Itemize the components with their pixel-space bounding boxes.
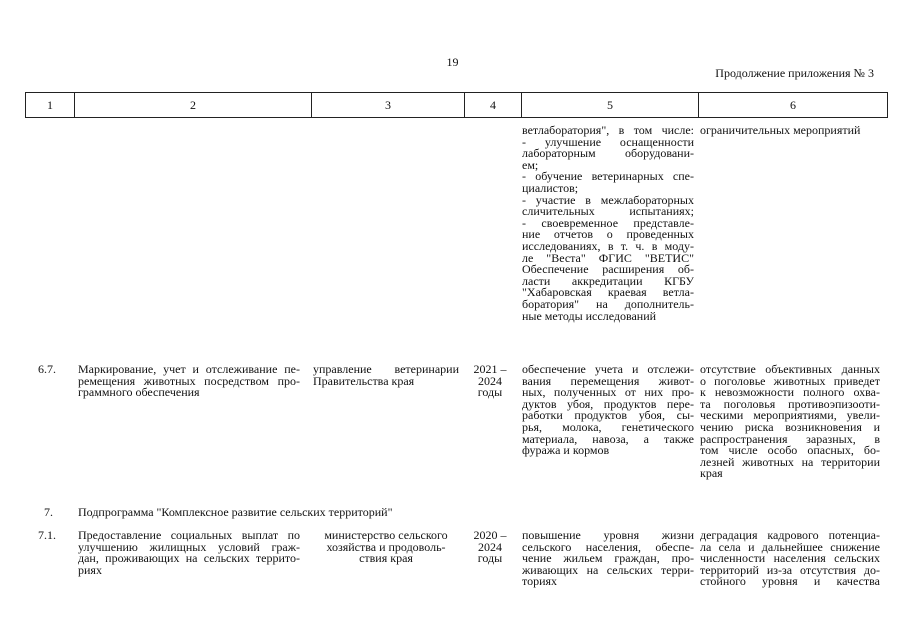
- row-7-subprogram-title: Подпрограмма "Комплексное развитие сельских территорий": [78, 505, 393, 519]
- row-6-7-result: [522, 364, 694, 457]
- text-line: ла села и дальнейшее снижение: [700, 539, 880, 554]
- text-line: сличительных испытаниях;: [522, 204, 694, 219]
- row-6-7-measure: [78, 364, 300, 399]
- text-line: 2021 –: [473, 362, 507, 376]
- row-7-1-period: [466, 530, 514, 565]
- text-line: ле "Веста" ФГИС "ВЕТИС": [522, 250, 694, 265]
- row-7-1-measure: [78, 530, 300, 576]
- text-line: Маркирование, учет и отслеживание пе-: [78, 362, 300, 376]
- text-line: - своевременное представле-: [522, 215, 694, 230]
- row-7-1-number: 7.1.: [38, 528, 56, 542]
- header-col-3: 3: [312, 93, 465, 118]
- text-line: та поголовья противоэпизооти-: [700, 396, 880, 411]
- text-line: - обучение ветеринарных спе-: [522, 169, 694, 184]
- text-line: живающих на сельских терри-: [522, 562, 694, 577]
- text-line: вания перемещения живот-: [522, 373, 694, 388]
- header-col-4: 4: [465, 93, 522, 118]
- text-line: Правительства края: [313, 373, 415, 388]
- text-line: "Хабаровская краевая ветла-: [522, 285, 694, 300]
- text-line: управление ветеринарии: [313, 362, 459, 376]
- text-line: - улучшение оснащенности: [522, 134, 694, 149]
- header-col-2: 2: [75, 93, 312, 118]
- text-line: ческими мероприятиями, увели-: [700, 408, 880, 423]
- text-line: ограничительных мероприятий: [700, 123, 861, 137]
- text-line: стойного уровня и качества: [700, 574, 880, 589]
- text-line: территорий из-за отсутствия до-: [700, 562, 880, 577]
- row-7-1-executor: [313, 530, 459, 565]
- row-7-number: 7.: [44, 505, 53, 519]
- row-6-7-period: [466, 364, 514, 399]
- text-line: обеспечение учета и отслежи-: [522, 362, 694, 376]
- text-line: распространения заразных, в: [700, 431, 880, 446]
- text-line: улучшению жилищных условий граж-: [78, 539, 300, 554]
- text-line: чению риска возникновения и: [700, 419, 880, 434]
- header-col-5: 5: [522, 93, 699, 118]
- text-line: граммного обеспечения: [78, 385, 200, 400]
- text-line: отсутствие объективных данных: [700, 362, 880, 376]
- text-line: исследованиях, в т. ч. в моду-: [522, 238, 694, 253]
- text-line: повышение уровня жизни: [522, 528, 694, 542]
- text-line: ласти аккредитации КГБУ: [522, 273, 694, 288]
- text-line: министерство сельского: [324, 528, 448, 542]
- text-line: дан, проживающих на сельских террито-: [78, 551, 300, 566]
- block1-col6: [700, 125, 880, 137]
- row-6-7-executor: [313, 364, 459, 387]
- text-line: ветлаборатория", в том числе:: [522, 123, 694, 137]
- block1-col5: [522, 125, 694, 322]
- text-line: ных, полученных от них про-: [522, 385, 694, 400]
- text-line: работки продуктов убоя, сы-: [522, 408, 694, 423]
- text-line: деградация кадрового потенциа-: [700, 528, 880, 542]
- page-number: 19: [446, 55, 459, 69]
- continuation-label: Продолжение приложения № 3: [715, 66, 874, 80]
- header-col-6: 6: [699, 93, 888, 118]
- text-line: к невозможности полного охва-: [700, 385, 880, 400]
- row-6-7-consequence: [700, 364, 880, 480]
- text-line: ториях: [522, 574, 558, 589]
- text-line: годы: [477, 551, 503, 566]
- text-line: ремещения животных посредством про-: [78, 373, 300, 388]
- text-line: Обеспечение расширения об-: [522, 262, 694, 277]
- text-line: ные методы исследований: [522, 308, 657, 323]
- text-line: сельского населения, обеспе-: [522, 539, 694, 554]
- table-header: [25, 92, 888, 118]
- text-line: дуктов убоя, продуктов пере-: [522, 396, 694, 411]
- text-line: 2020 –: [473, 528, 507, 542]
- text-line: хозяйства и продоволь-: [326, 539, 446, 554]
- text-line: лезней животных на территории: [700, 454, 880, 469]
- header-row: [26, 93, 888, 118]
- text-line: фуража и кормов: [522, 443, 610, 458]
- text-line: численности населения сельских: [700, 551, 880, 566]
- header-col-1: 1: [26, 93, 75, 118]
- row-7-1-result: [522, 530, 694, 588]
- text-line: рья, молока, генетического: [522, 419, 694, 434]
- text-line: лабораторным оборудовани-: [522, 146, 694, 161]
- text-line: 2024: [478, 539, 502, 554]
- text-line: о поголовье животных приведет: [700, 373, 880, 388]
- row-7-1-consequence: [700, 530, 880, 588]
- text-line: края: [700, 466, 723, 481]
- text-line: том числе особо опасных, бо-: [700, 443, 880, 458]
- row-6-7-number: 6.7.: [38, 362, 56, 376]
- text-line: боратория" на дополнитель-: [522, 296, 694, 311]
- text-line: чение жильем граждан, про-: [522, 551, 694, 566]
- text-line: материала, навоза, а также: [522, 431, 694, 446]
- text-line: ние отчетов о проведенных: [522, 227, 694, 242]
- text-line: циалистов;: [522, 180, 579, 195]
- text-line: риях: [78, 562, 102, 577]
- text-line: - участие в межлабораторных: [522, 192, 694, 207]
- text-line: Предоставление социальных выплат по: [78, 528, 300, 542]
- text-line: ем;: [522, 157, 539, 172]
- text-line: годы: [477, 385, 503, 400]
- text-line: 2024: [478, 373, 502, 388]
- text-line: ствия края: [359, 551, 413, 566]
